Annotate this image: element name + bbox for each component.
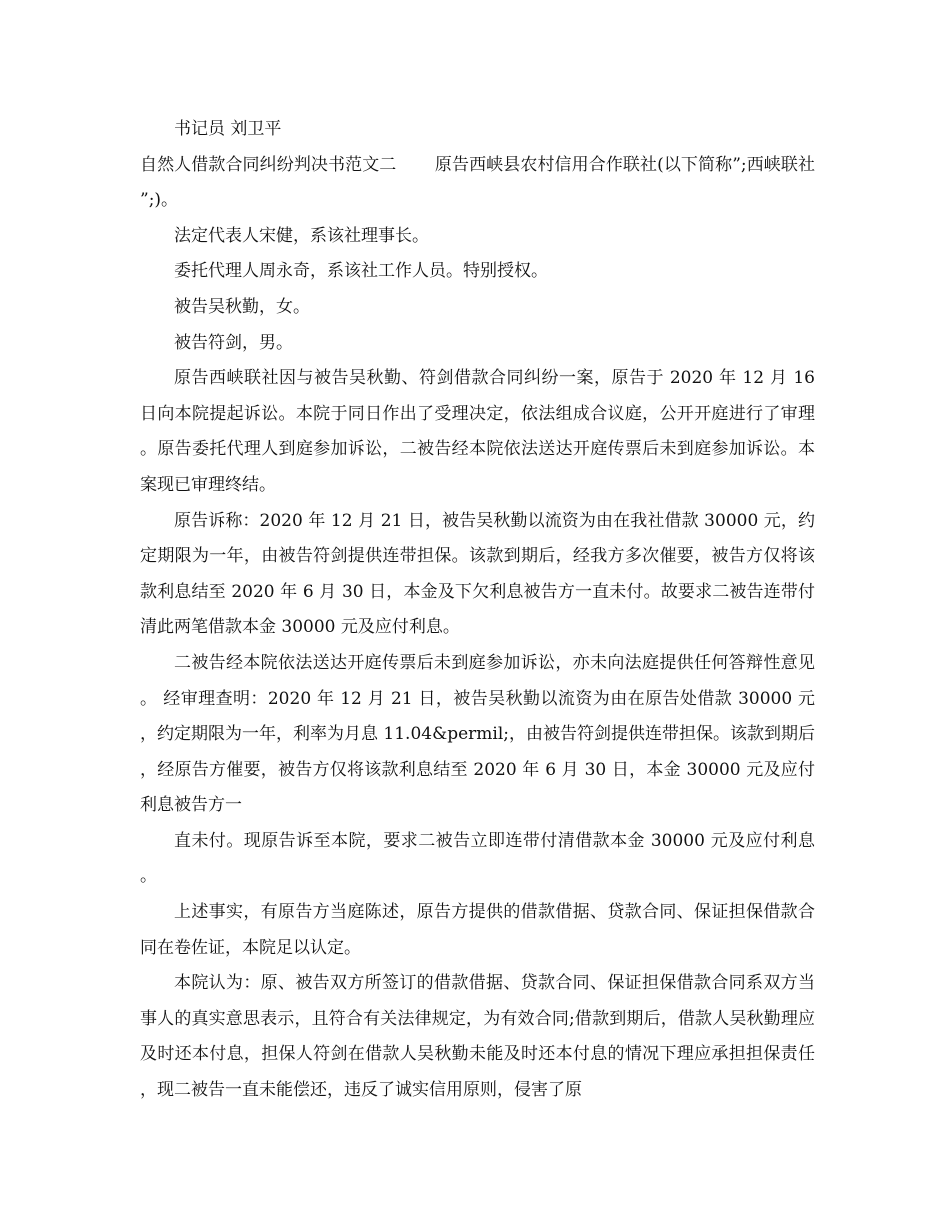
document-title-and-plaintiff: 自然人借款合同纠纷判决书范文二 原告西峡县农村信用合作联社(以下简称”;西峡联社”;)。 (140, 154, 815, 211)
court-opinion: 本院认为：原、被告双方所签订的借款借据、贷款合同、保证担保借款合同系双方当事人的真实意思表示，且符合有关法律规定，为有效合同;借款到期后，借款人吴秋勤理应及时还本付息，担保人符剑在借款人吴秋勤未能及时还本付息的情况下理应承担担保责任，现二被告一直未能偿还，违反了诚实信用原则，侵害了原 (140, 973, 815, 1101)
case-introduction: 原告西峡联社因与被告吴秋勤、符剑借款合同纠纷一案，原告于 2020 年 12 月 16 日向本院提起诉讼。本院于同日作出了受理决定，依法组成合议庭，公开开庭进行了审理。原告委托代理人到庭参加诉讼，二被告经本院依法送达开庭传票后未到庭参加诉讼。本案现已审理终结。 (140, 368, 821, 495)
clerk-line: 书记员 刘卫平 (174, 119, 282, 139)
defendant-wu: 被告吴秋勤，女。 (174, 296, 310, 317)
findings-continued: 直未付。现原告诉至本院，要求二被告立即连带付清借款本金 30000 元及应付利息。 (140, 830, 815, 887)
document-body (140, 112, 821, 1109)
legal-representative: 法定代表人宋健，系该社理事长。 (174, 225, 429, 246)
authorized-agent: 委托代理人周永奇，系该社工作人员。特别授权。 (174, 261, 548, 282)
plaintiff-claims: 原告诉称：2020 年 12 月 21 日，被告吴秋勤以流资为由在我社借款 30000 元，约定期限为一年，由被告符剑提供连带担保。该款到期后，经我方多次催要，被告方仅将该款利息结至 2020 年 6 月 30 日，本金及下欠利息被告方一直未付。故要求二被告连带付清此两笔借款本金 30000 元及应付利息。 (140, 510, 815, 638)
defendant-fu: 被告符剑，男。 (174, 332, 293, 353)
court-findings: 二被告经本院依法送达开庭传票后未到庭参加诉讼，亦未向法庭提供任何答辩性意见。 经审理查明：2020 年 12 月 21 日，被告吴秋勤以流资为由在原告处借款 30000 元，约定期限为一年，利率为月息 11.04&permil;，由被告符剑提供连带担保。该款到期后，经原告方催要，被告方仅将该款利息结至 2020 年 6 月 30 日，本金 30000 元及应付利息被告方一 (140, 652, 815, 816)
evidence-statement: 上述事实，有原告方当庭陈述，原告方提供的借款借据、贷款合同、保证担保借款合同在卷佐证，本院足以认定。 (140, 902, 815, 958)
